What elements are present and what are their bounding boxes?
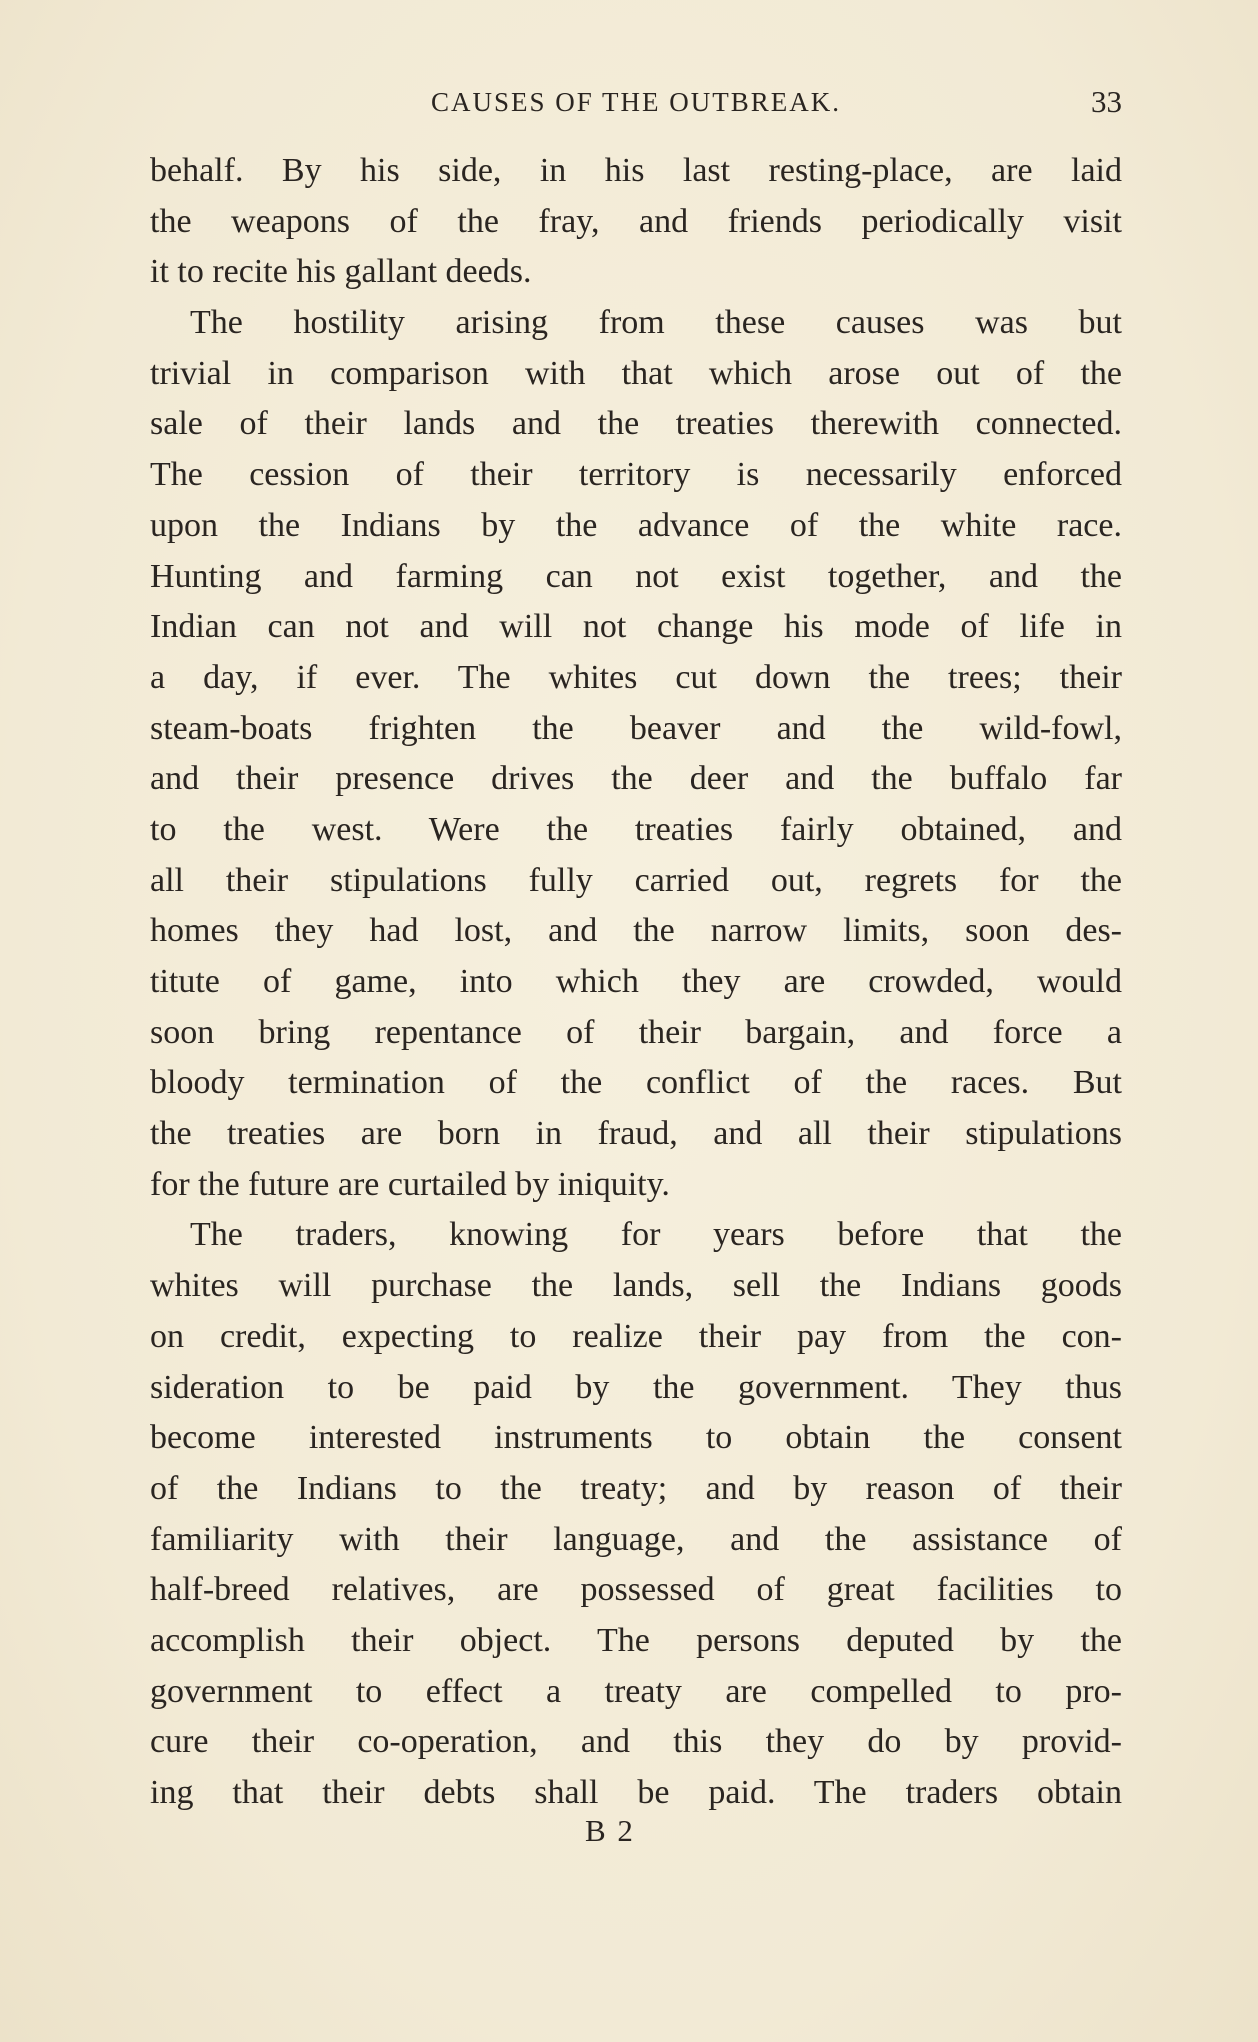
paragraph-start-line: The traders, knowing for years before that the [190,1216,1122,1254]
text-line: sale of their lands and the treaties therewith connected. [150,405,1122,443]
text-line: titute of game, into which they are crowded, would [150,963,1122,1000]
text-line: accomplish their object. The persons deputed by the [150,1621,1122,1659]
text-line: the treaties are born in fraud, and all their stipulations [150,1115,1122,1153]
text-line: trivial in comparison with that which arose out of the [150,354,1122,392]
text-line: steam-boats frighten the beaver and the wild-fowl, [150,709,1122,747]
text-line: Hunting and farming can not exist together, and the [150,557,1122,595]
body-text [150,146,1122,1819]
text-line: homes they had lost, and the narrow limits, soon des- [150,912,1122,950]
text-line: government to effect a treaty are compelled to pro- [150,1672,1122,1710]
running-head [150,82,1122,122]
text-line: to the west. Were the treaties fairly obtained, and [150,810,1122,848]
text-line: cure their co-operation, and this they do by provid- [150,1723,1122,1761]
text-line: soon bring repentance of their bargain, and force a [150,1013,1122,1051]
text-line: whites will purchase the lands, sell the Indians goods [150,1267,1122,1305]
text-line: upon the Indians by the advance of the white race. [150,506,1122,544]
text-line: familiarity with their language, and the assistance of [150,1520,1122,1558]
text-line: ing that their debts shall be paid. The traders obtain [150,1774,1122,1811]
text-line: a day, if ever. The whites cut down the trees; their [150,658,1122,696]
text-line: Indian can not and will not change his mode of life in [150,608,1122,646]
running-title: CAUSES OF THE OUTBREAK. [430,87,842,117]
paragraph-start-line: The hostility arising from these causes was but [190,304,1122,342]
text-line: sideration to be paid by the government. They thus [150,1368,1122,1406]
text-line: on credit, expecting to realize their pay from the con- [150,1317,1122,1355]
text-line: all their stipulations fully carried out, regrets for the [150,861,1122,899]
text-line: bloody termination of the conflict of the races. But [150,1064,1122,1102]
text-line: behalf. By his side, in his last resting-place, are laid [150,152,1122,189]
text-line: it to recite his gallant deeds. [150,253,532,291]
page-number: 33 [1091,84,1122,119]
text-line: of the Indians to the treaty; and by reason of their [150,1469,1122,1507]
text-line: for the future are curtailed by iniquity. [150,1165,670,1203]
text-line: the weapons of the fray, and friends periodically visit [150,202,1122,240]
text-line: and their presence drives the deer and the buffalo far [150,760,1122,798]
text-line: become interested instruments to obtain the consent [150,1419,1122,1457]
text-line: half-breed relatives, are possessed of great facilities to [150,1571,1122,1609]
text-line: The cession of their territory is necessarily enforced [150,456,1122,494]
signature-mark: B 2 [585,1813,635,1848]
